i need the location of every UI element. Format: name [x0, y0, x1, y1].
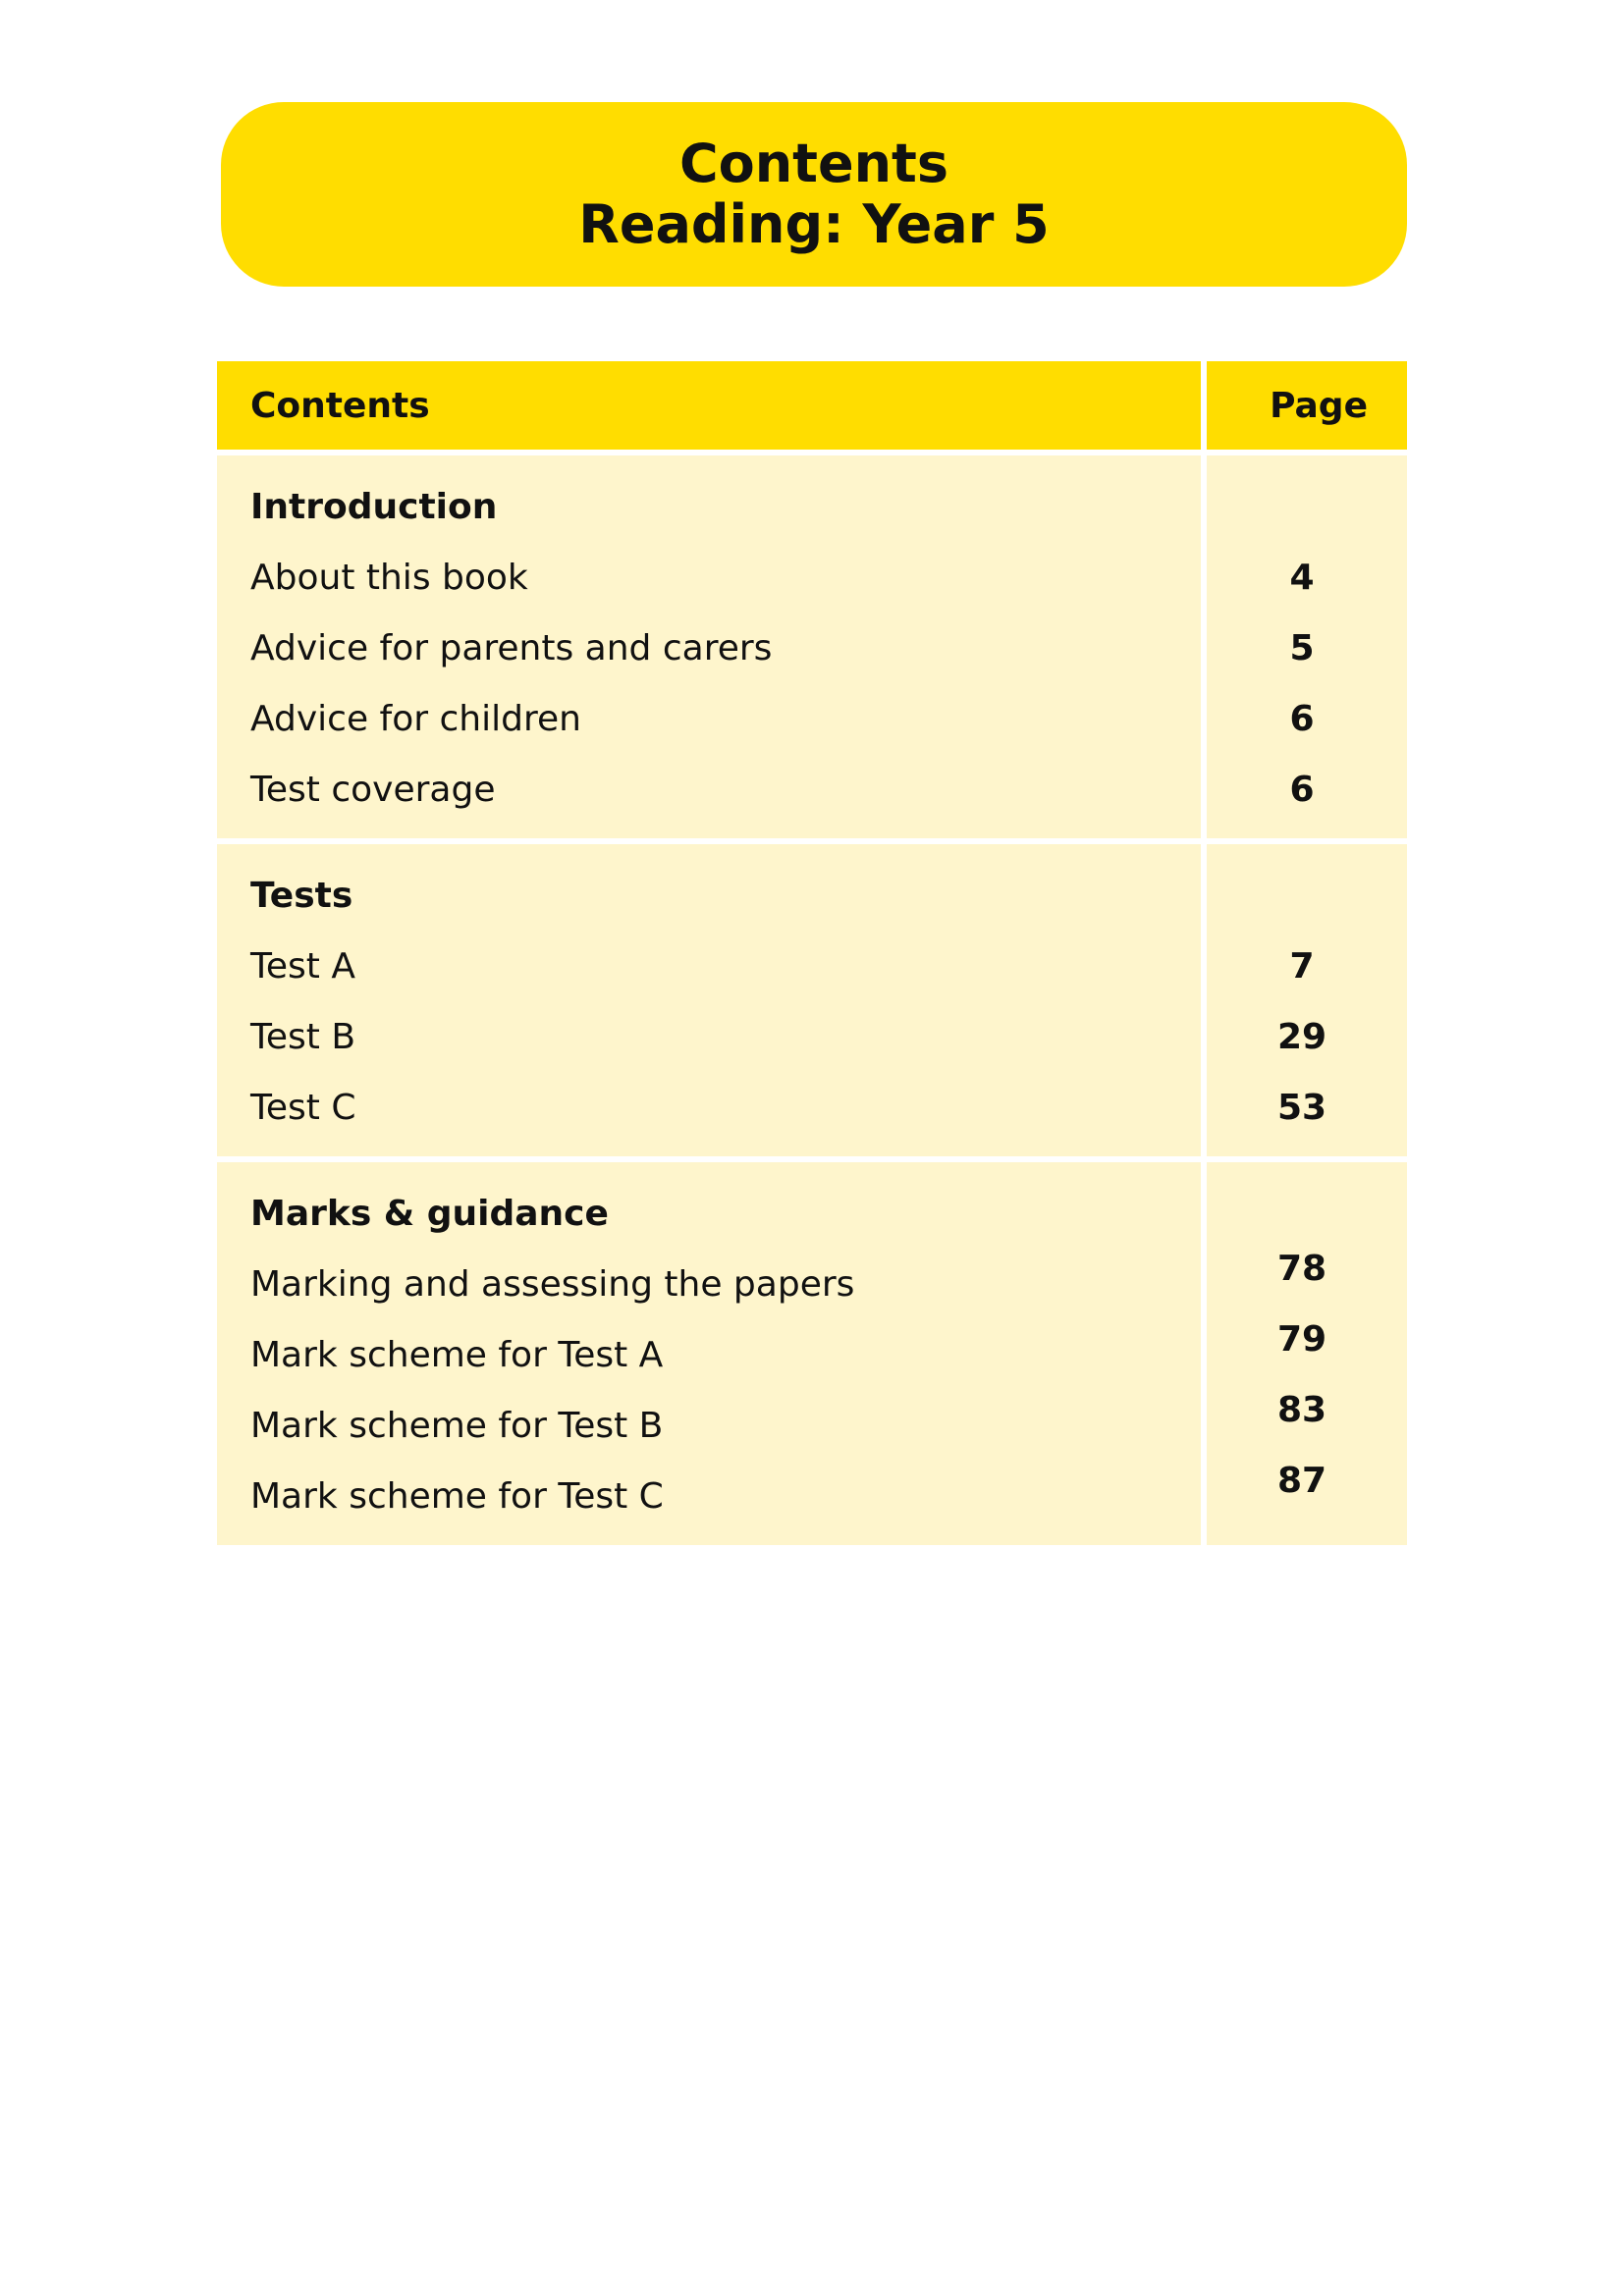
header-contents: Contents — [217, 361, 1201, 450]
section-introduction — [217, 455, 1407, 838]
banner-title: Contents — [678, 133, 948, 194]
toc-item-page: 83 — [1276, 1389, 1327, 1430]
section-title: Marks & guidance — [250, 1193, 609, 1234]
table-header-row — [217, 361, 1407, 450]
toc-item-page: 29 — [1276, 1016, 1327, 1057]
toc-item-label[interactable]: Advice for parents and carers — [250, 627, 773, 668]
toc-item-label[interactable]: Mark scheme for Test B — [250, 1405, 664, 1446]
banner-subtitle: Reading: Year 5 — [578, 193, 1050, 255]
toc-item-label[interactable]: Test C — [250, 1087, 356, 1128]
toc-item-label[interactable]: Marking and assessing the papers — [250, 1263, 855, 1305]
toc-item-page: 4 — [1289, 557, 1315, 598]
toc-item-label[interactable]: Test coverage — [250, 769, 496, 810]
section-marks-guidance — [217, 1162, 1407, 1545]
toc-item-page: 7 — [1289, 945, 1315, 987]
toc-item-label[interactable]: About this book — [250, 557, 528, 598]
contents-table — [217, 361, 1407, 1545]
toc-item-page: 78 — [1276, 1248, 1327, 1289]
section-title: Tests — [250, 875, 353, 916]
toc-item-page: 6 — [1289, 698, 1315, 739]
toc-item-page: 79 — [1276, 1318, 1327, 1360]
toc-item-label[interactable]: Mark scheme for Test C — [250, 1475, 664, 1517]
section-title: Introduction — [250, 486, 498, 527]
toc-item-page: 87 — [1276, 1460, 1327, 1501]
header-page: Page — [1207, 361, 1407, 450]
toc-item-label[interactable]: Test B — [250, 1016, 356, 1057]
toc-item-label[interactable]: Advice for children — [250, 698, 581, 739]
title-banner — [221, 102, 1407, 287]
toc-item-page: 53 — [1276, 1087, 1327, 1128]
toc-item-label[interactable]: Test A — [250, 945, 355, 987]
toc-item-page: 6 — [1289, 769, 1315, 810]
toc-item-label[interactable]: Mark scheme for Test A — [250, 1334, 664, 1375]
toc-item-page: 5 — [1289, 627, 1315, 668]
section-tests — [217, 844, 1407, 1156]
